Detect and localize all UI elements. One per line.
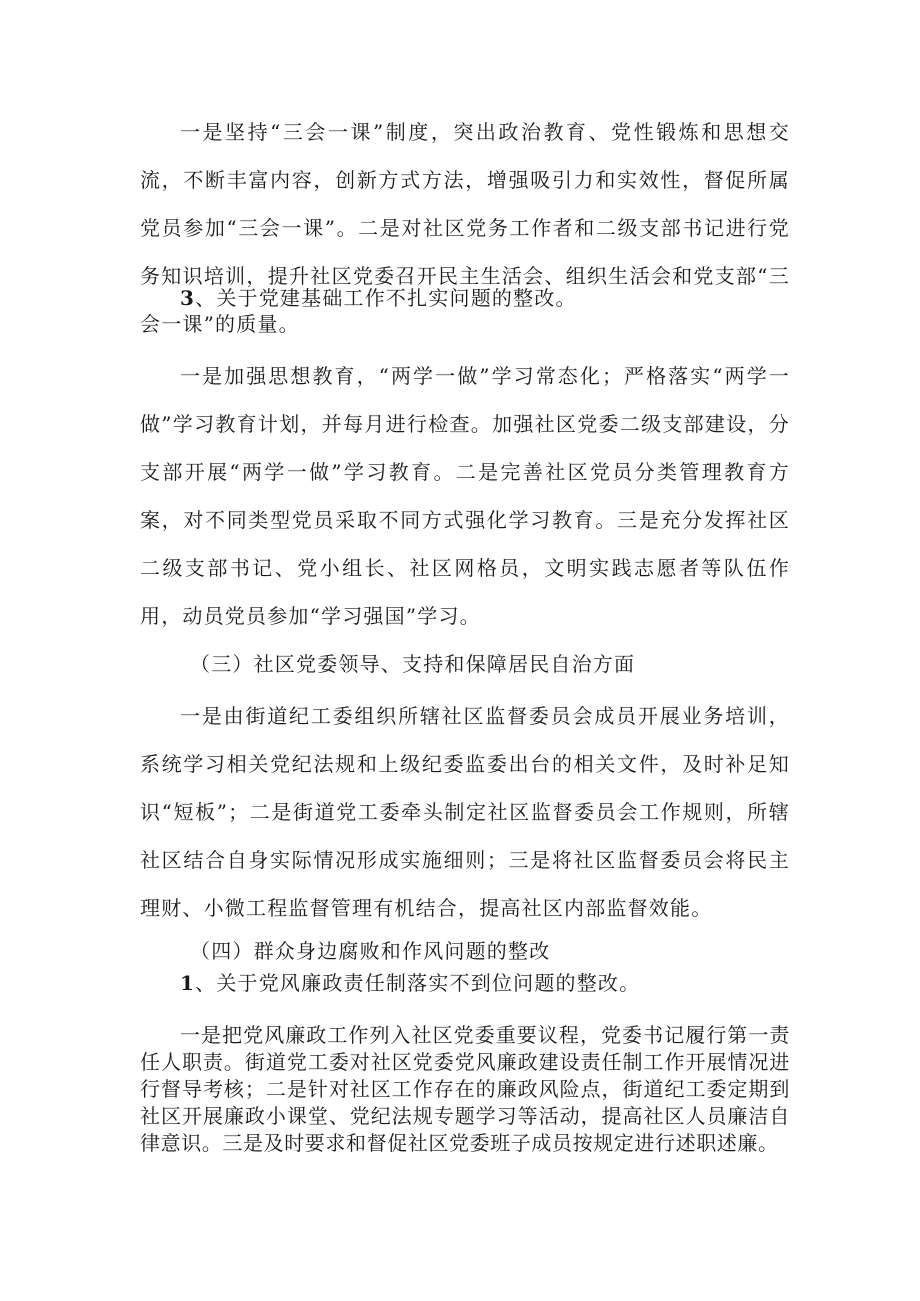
paragraph-clean-governance: 一是把党风廉政工作列入社区党委重要议程，党委书记履行第一责任人职责。街道党工委对社区党委党风廉政建设责任制工作开展情况进行督导考核；二是针对社区工作存在的廉政风险点，街道纪工委定期到社区开展廉政小课堂、党纪法规专题学习等活动，提高社区人员廉洁自律意识。三是及时要求和督促社区党委班子成员按规定进行述职述廉。 bbox=[140, 1023, 790, 1155]
heading-number: 1 bbox=[180, 971, 196, 995]
heading-text: 、关于党风廉政责任制落实不到位问题的整改。 bbox=[195, 971, 641, 995]
section-heading-corruption: （四）群众身边腐败和作风问题的整改 bbox=[190, 939, 551, 963]
paragraph-supervision-committee: 一是由街道纪工委组织所辖社区监督委员会成员开展业务培训，系统学习相关党纪法规和上级纪委监委出台的相关文件，及时补足知识“短板”；二是街道党工委牵头制定社区监督委员会工作规则，所辖社区结合自身实际情况形成实施细则；三是将社区监督委员会将民主理财、小微工程监督管理有机结合，提高社区内部监督效能。 bbox=[140, 704, 790, 920]
section-heading-resident-autonomy: （三）社区党委领导、支持和保障居民自治方面 bbox=[190, 652, 636, 676]
heading-party-foundation bbox=[180, 284, 577, 312]
paragraph-two-studies: 一是加强思想教育，“两学一做”学习常态化；严格落实“两学一做”学习教育计划，并每月进行检查。加强社区党委二级支部建设，分支部开展“两学一做”学习教育。二是完善社区党员分类管理教育方案，对不同类型党员采取不同方式强化学习教育。三是充分发挥社区二级支部书记、党小组长、社区网格员，文明实践志愿者等队伍作用，动员党员参加“学习强国”学习。 bbox=[140, 364, 790, 628]
heading-clean-governance bbox=[180, 969, 640, 997]
heading-text: 、关于党建基础工作不扎实问题的整改。 bbox=[195, 286, 577, 310]
paragraph-party-meetings: 一是坚持“三会一课”制度，突出政治教育、党性锻炼和思想交流，不断丰富内容，创新方式方法，增强吸引力和实效性，督促所属党员参加“三会一课”。二是对社区党务工作者和二级支部书记进行党务知识培训，提升社区党委召开民主生活会、组织生活会和党支部“三会一课”的质量。 bbox=[140, 120, 790, 336]
heading-number: 3 bbox=[180, 286, 196, 310]
